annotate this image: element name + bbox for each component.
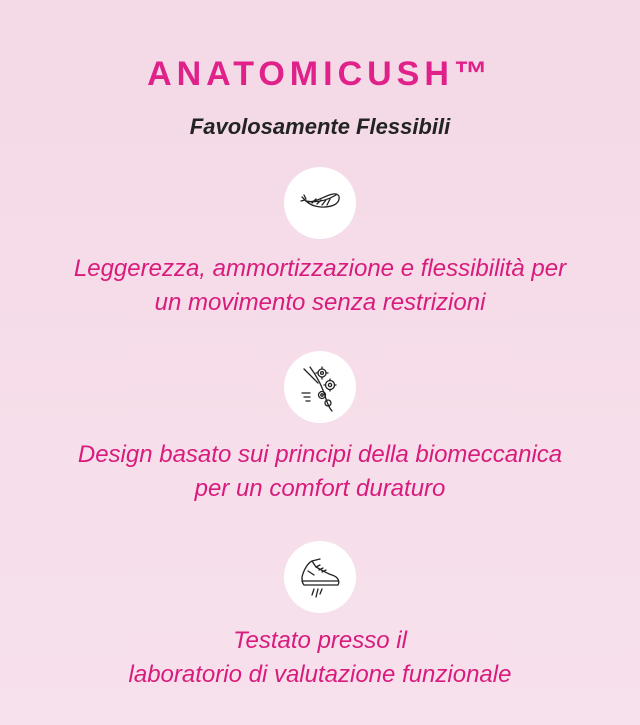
feature-1-line-2: un movimento senza restrizioni bbox=[154, 289, 486, 316]
feature-2-line-1: Design basato sui principi della biomeccanica bbox=[77, 441, 563, 468]
feature-text-2 bbox=[10, 438, 630, 506]
feature-3-line-2: laboratorio di valutazione funzionale bbox=[128, 661, 512, 688]
biomechanics-gears-icon bbox=[292, 359, 348, 415]
brand-title: ANATOMICUSH™ bbox=[147, 55, 493, 93]
feature-text-1 bbox=[10, 252, 630, 320]
feature-text-3 bbox=[10, 624, 630, 692]
feature-1-line-1: Leggerezza, ammortizzazione e flessibilità per bbox=[73, 255, 567, 282]
feature-icon-circle-3 bbox=[284, 541, 356, 613]
feature-icon-circle-2 bbox=[284, 351, 356, 423]
feature-3-line-1: Testato presso il bbox=[233, 627, 407, 654]
feature-icon-circle-1 bbox=[284, 167, 356, 239]
running-shoe-icon bbox=[292, 549, 348, 605]
tagline: Favolosamente Flessibili bbox=[189, 114, 451, 139]
feature-2-line-2: per un comfort duraturo bbox=[194, 475, 446, 502]
feather-icon bbox=[292, 175, 348, 231]
